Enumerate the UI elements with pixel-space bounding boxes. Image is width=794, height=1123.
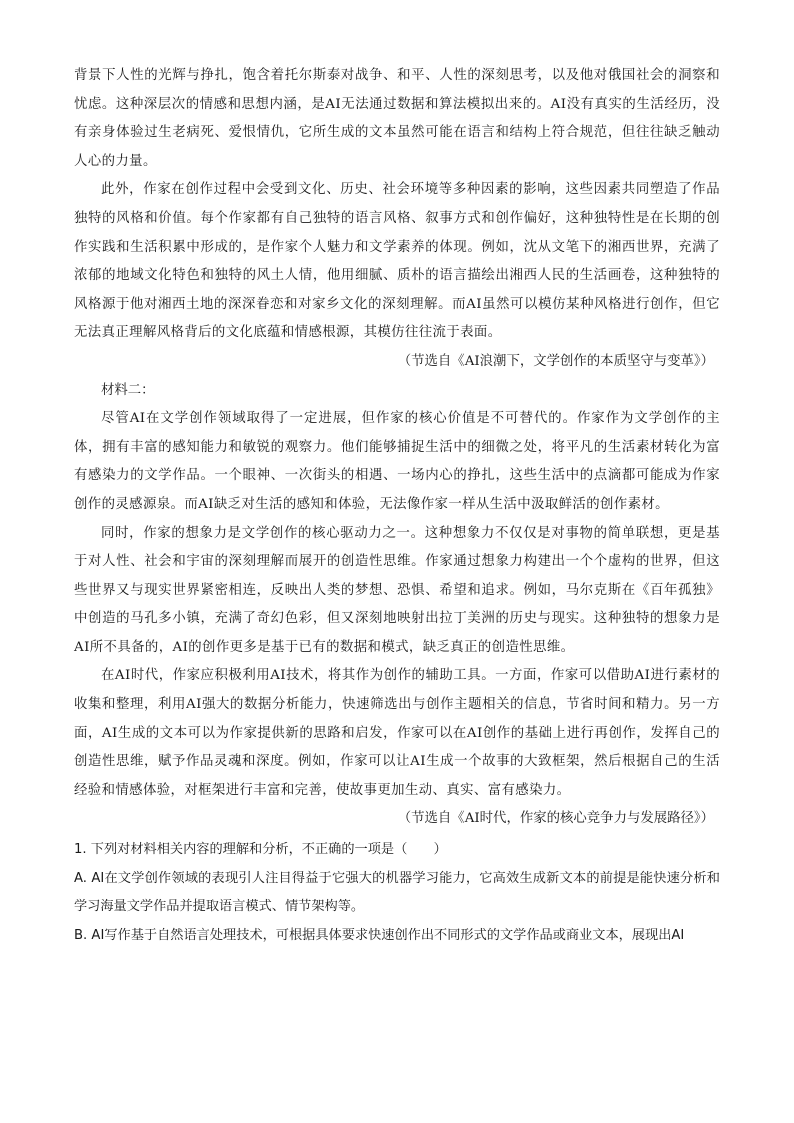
passage-paragraph: 在AI时代，作家应积极利用AI技术，将其作为创作的辅助工具。一方面，作家可以借助AI进行素材的收集和整理，利用AI强大的数据分析能力，快速筛选出与创作主题相关的信息，节省时间和精力。另一方面，AI生成的文本可以为作家提供新的思路和启发，作家可以在AI创作的基础上进行再创作，发挥自己的创造性思维，赋予作品灵魂和深度。例如，作家可以让AI生成一个故事的大致框架，然后根据自己的生活经验和情感体验，对框架进行丰富和完善，使故事更加生动、真实、富有感染力。 [74, 668, 720, 798]
source-citation: （节选自《AI浪潮下，文学创作的本质坚守与变革》） [397, 353, 714, 369]
material-label: 材料二： [101, 382, 155, 398]
passage-paragraph: 此外，作家在创作过程中会受到文化、历史、社会环境等多种因素的影响，这些因素共同塑造了作品独特的风格和价值。每个作家都有自己独特的语言风格、叙事方式和创作偏好，这种独特性是在长期的创作实践和生活积累中形成的，是作家个人魅力和文学素养的体现。例如，沈从文笔下的湘西世界，充满了浓郁的地域文化特色和独特的风土人情，他用细腻、质朴的语言描绘出湘西人民的生活画卷，这种独特的风格源于他对湘西土地的深深眷恋和对家乡文化的深刻理解。而AI虽然可以模仿某种风格进行创作，但它无法真正理解风格背后的文化底蕴和情感根源，其模仿往往流于表面。 [74, 182, 720, 341]
source-citation: （节选自《AI时代，作家的核心竞争力与发展路径》） [397, 811, 714, 827]
passage-paragraph: 同时，作家的想象力是文学创作的核心驱动力之一。这种想象力不仅仅是对事物的简单联想，更是基于对人性、社会和宇宙的深刻理解而展开的创造性思维。作家通过想象力构建出一个个虚构的世界，但这些世界又与现实世界紧密相连，反映出人类的梦想、恐惧、希望和追求。例如，马尔克斯在《百年孤独》中创造的马孔多小镇，充满了奇幻色彩，但又深刻地映射出拉丁美洲的历史与现实。这种独特的想象力是AI所不具备的，AI的创作更多是基于已有的数据和模式，缺乏真正的创造性思维。 [74, 525, 720, 655]
passage-paragraph: 尽管AI在文学创作领域取得了一定进展，但作家的核心价值是不可替代的。作家作为文学创作的主体，拥有丰富的感知能力和敏锐的观察力。他们能够捕捉生活中的细微之处，将平凡的生活素材转化为富有感染力的文学作品。一个眼神、一次街头的相遇、一场内心的挣扎，这些生活中的点滴都可能成为作家创作的灵感源泉。而AI缺乏对生活的感知和体验，无法像作家一样从生活中汲取鲜活的创作素材。 [74, 411, 720, 512]
document-content [74, 62, 720, 950]
passage-paragraph: 背景下人性的光辉与挣扎，饱含着托尔斯泰对战争、和平、人性的深刻思考，以及他对俄国社会的洞察和忧虑。这种深层次的情感和思想内涵，是AI无法通过数据和算法模拟出来的。AI没有真实的生活经历，没有亲身体验过生老病死、爱恨情仇，它所生成的文本虽然可能在语言和结构上符合规范，但往往缺乏触动人心的力量。 [74, 68, 720, 169]
question-option-b: B. AI写作基于自然语言处理技术，可根据具体要求快速创作出不同形式的文学作品或商业文本，展现出AI [74, 927, 685, 943]
question-stem: 1. 下列对材料相关内容的理解和分析，不正确的一项是（ ） [74, 842, 447, 858]
question-option-a: A. AI在文学创作领域的表现引人注目得益于它强大的机器学习能力，它高效生成新文本的前提是能快速分析和学习海量文学作品并提取语言模式、情节架构等。 [74, 870, 720, 915]
